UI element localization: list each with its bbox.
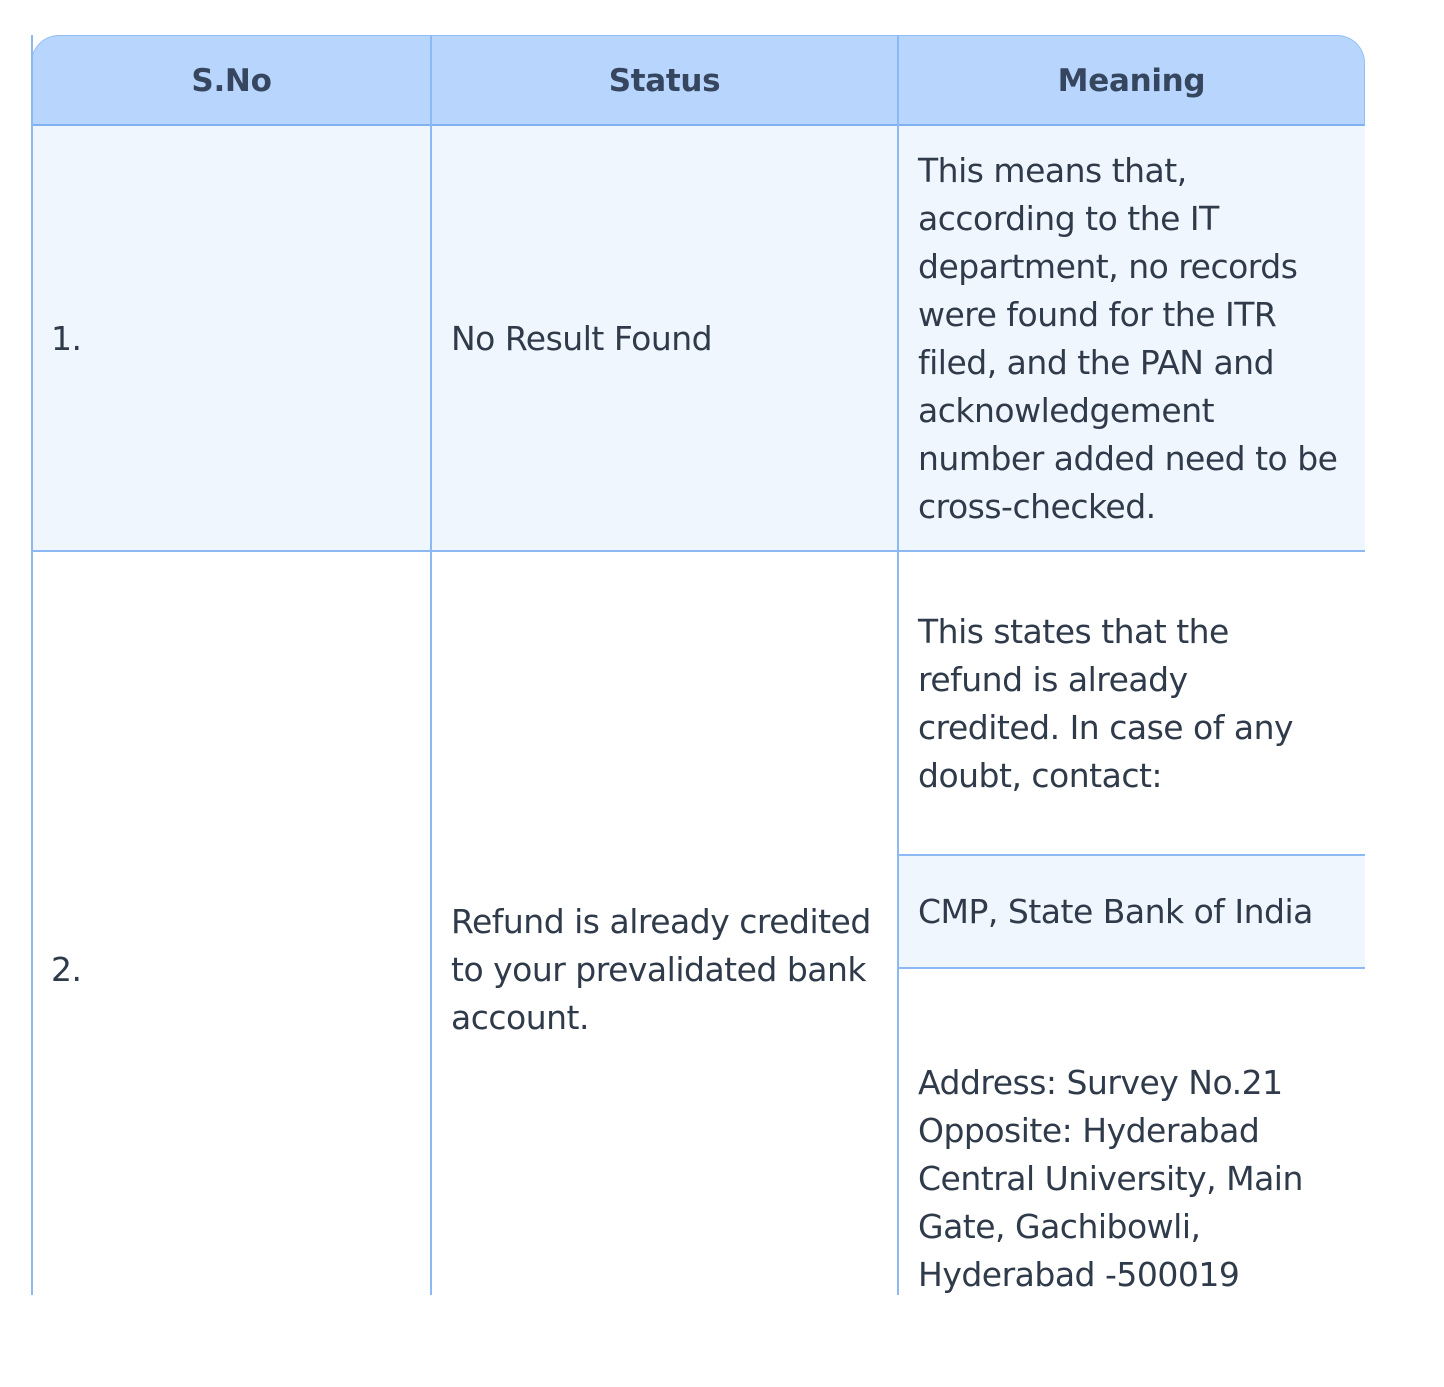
header-status: Status (608, 62, 721, 99)
row2-contact-name: CMP, State Bank of India (918, 891, 1313, 931)
table-header (31, 35, 1365, 126)
row1-sno: 1. (51, 318, 82, 358)
column-divider (430, 35, 432, 1295)
header-meaning: Meaning (1057, 62, 1206, 99)
row1-meaning: This means that, according to the IT department, no records were found for the ITR filed, and the PAN and acknowledgement number added need to be cross-checked. (918, 150, 1338, 526)
column-divider (897, 35, 899, 1295)
row2-status: Refund is already credited to your prevalidated bank account. (451, 901, 871, 1037)
header-sno: S.No (191, 62, 272, 99)
subrow-divider (898, 967, 1365, 969)
row2-address: Address: Survey No.21 Opposite: Hyderabad Central University, Main Gate, Gachibowli, Hyderabad -500019 (918, 1063, 1303, 1294)
refund-status-table (31, 35, 1365, 1295)
row2-meaning: This states that the refund is already credited. In case of any doubt, contact: (918, 611, 1294, 795)
row1-status: No Result Found (451, 318, 713, 358)
table-border-left (31, 35, 33, 1295)
row-divider (31, 550, 1365, 552)
subrow-divider (898, 854, 1365, 856)
row2-sno: 2. (51, 949, 82, 989)
